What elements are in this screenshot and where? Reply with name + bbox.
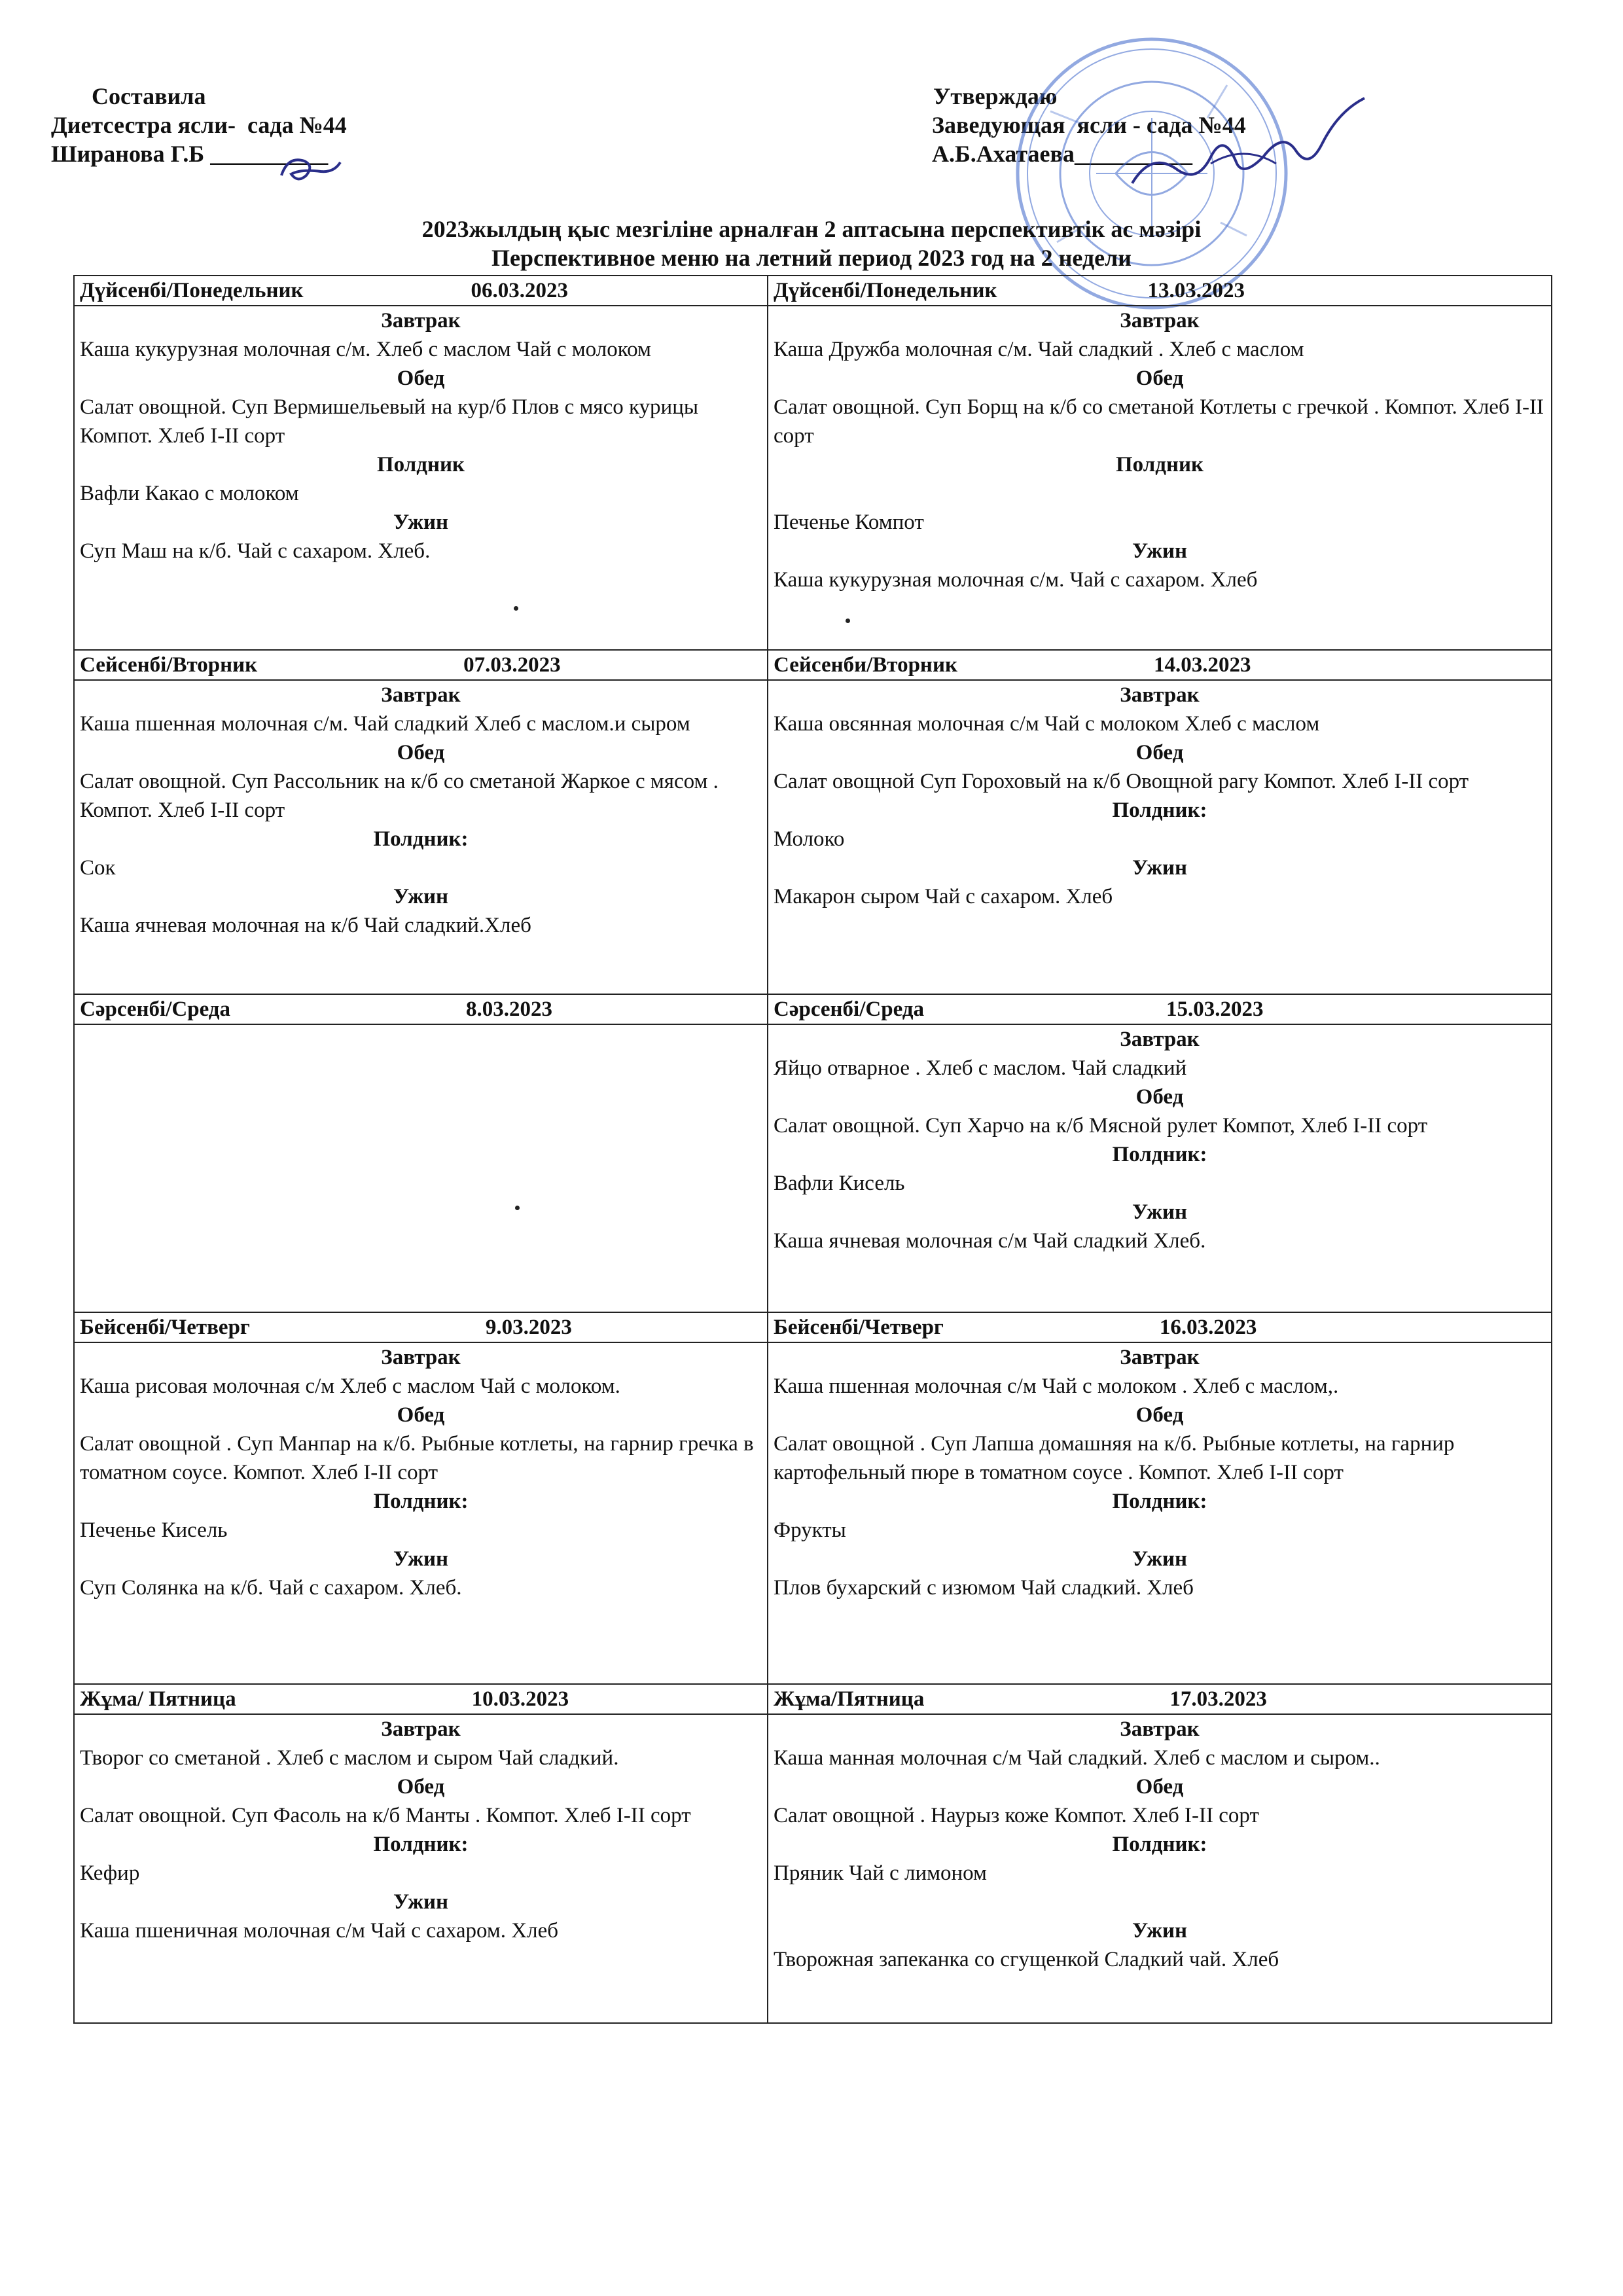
meal-snack: Пряник Чай с лимоном xyxy=(774,1861,987,1885)
day-header-row xyxy=(74,994,1552,1024)
meal-breakfast: Каша пшенная молочная с/м Чай с молоком . Хлеб с маслом,. xyxy=(774,1374,1339,1398)
meal-snack-label: Полдник: xyxy=(373,1833,469,1856)
meal-lunch-label: Обед xyxy=(1135,741,1184,764)
approver-position: Заведующая ясли - сада №44 xyxy=(932,112,1246,138)
day-header-left xyxy=(74,1312,768,1342)
meal-lunch: Салат овощной . Наурыз коже Компот. Хлеб I-II сорт xyxy=(774,1804,1259,1827)
day-name: Сейсенбі/Вторник xyxy=(80,653,258,677)
meal-lunch: Салат овощной . Суп Лапша домашняя на к/б. Рыбные котлеты, на гарнир картофельный пюре в томатном соусе . Компот. Хлеб I-II сорт xyxy=(774,1432,1455,1484)
meal-snack-label: Полдник xyxy=(1116,453,1204,476)
meal-lunch-label: Обед xyxy=(1135,1085,1184,1109)
meal-dinner: Каша ячневая молочная с/м Чай сладкий Хлеб. xyxy=(774,1229,1206,1253)
title-kazakh: 2023жылдың қыс мезгіліне арналған 2 аптасына перспективтік ас мәзірі xyxy=(421,216,1202,242)
meal-breakfast: Каша манная молочная с/м Чай сладкий. Хлеб с маслом и сыром.. xyxy=(774,1746,1380,1770)
meal-snack: Печенье Компот xyxy=(774,511,924,534)
meal-dinner: Творожная запеканка со сгущенкой Сладкий чай. Хлеб xyxy=(774,1948,1279,1971)
day-menu-right xyxy=(768,680,1552,994)
day-header-right xyxy=(768,1684,1552,1714)
meal-breakfast-label: Завтрак xyxy=(381,1346,461,1369)
compiler-label: Составила xyxy=(92,83,206,109)
compiler-position: Диетсестра ясли- сада №44 xyxy=(51,112,347,138)
day-menu-left-empty xyxy=(74,1024,768,1312)
day-header-row xyxy=(74,276,1552,306)
approver-label: Утверждаю xyxy=(933,83,1058,109)
meal-snack-label: Полдник: xyxy=(373,1490,469,1513)
title-russian: Перспективное меню на летний период 2023 год на 2 недели xyxy=(491,245,1132,271)
day-header-row xyxy=(74,1312,1552,1342)
meal-lunch: Салат овощной. Суп Рассольник на к/б со сметаной Жаркое с мясом . Компот. Хлеб I-II сорт xyxy=(80,770,719,822)
day-header-right xyxy=(768,994,1552,1024)
meal-snack: Печенье Кисель xyxy=(80,1518,228,1542)
day-name: Сейсенби/Вторник xyxy=(774,653,957,677)
day-date: 06.03.2023 xyxy=(471,279,569,302)
approver-name: А.Б.Ахатаева xyxy=(932,141,1075,167)
day-header-left xyxy=(74,1684,768,1714)
scan-speck xyxy=(514,606,518,611)
day-name: Сәрсенбі/Среда xyxy=(80,997,230,1021)
day-date: 17.03.2023 xyxy=(1169,1687,1267,1711)
meal-breakfast-label: Завтрак xyxy=(381,1717,461,1741)
day-date: 07.03.2023 xyxy=(463,653,561,677)
day-date: 10.03.2023 xyxy=(471,1687,569,1711)
day-header-left xyxy=(74,994,768,1024)
meal-snack: Вафли Какао с молоком xyxy=(80,482,299,505)
day-header-left xyxy=(74,276,768,306)
scan-speck xyxy=(515,1206,520,1210)
meal-dinner: Каша кукурузная молочная с/м. Чай с сахаром. Хлеб xyxy=(774,568,1258,592)
meal-snack: Молоко xyxy=(774,827,845,851)
day-menu-right xyxy=(768,306,1552,650)
meal-lunch-label: Обед xyxy=(1135,1403,1184,1427)
day-date: 8.03.2023 xyxy=(465,997,552,1021)
meal-snack: Вафли Кисель xyxy=(774,1172,905,1195)
approver-signature xyxy=(1113,92,1374,196)
meal-dinner: Каша ячневая молочная на к/б Чай сладкий.Хлеб xyxy=(80,914,531,937)
meal-snack: Фрукты xyxy=(774,1518,846,1542)
meal-snack-label: Полдник xyxy=(377,453,465,476)
meal-lunch-label: Обед xyxy=(397,741,445,764)
meal-lunch-label: Обед xyxy=(1135,1775,1184,1799)
menu-table xyxy=(73,275,1552,2024)
meal-lunch: Салат овощной . Суп Манпар на к/б. Рыбные котлеты, на гарнир гречка в томатном соусе. Компот. Хлеб I-II сорт xyxy=(80,1432,754,1484)
meal-dinner: Каша пшеничная молочная с/м Чай с сахаром. Хлеб xyxy=(80,1919,559,1943)
meal-breakfast: Каша пшенная молочная с/м. Чай сладкий Хлеб с маслом.и сыром xyxy=(80,712,690,736)
day-menu-row xyxy=(74,1024,1552,1312)
meal-dinner-label: Ужин xyxy=(393,1547,449,1571)
meal-dinner-label: Ужин xyxy=(393,511,449,534)
meal-dinner-label: Ужин xyxy=(1132,539,1188,563)
day-menu-right xyxy=(768,1024,1552,1312)
day-name: Сәрсенбі/Среда xyxy=(774,997,924,1021)
meal-lunch: Салат овощной. Суп Вермишельевый на кур/б Плов с мясо курицы Компот. Хлеб I-II сорт xyxy=(80,395,699,448)
day-name: Бейсенбі/Четверг xyxy=(80,1316,250,1339)
day-menu-right xyxy=(768,1342,1552,1684)
meal-breakfast: Каша овсянная молочная с/м Чай с молоком Хлеб с маслом xyxy=(774,712,1320,736)
day-menu-right xyxy=(768,1714,1552,2023)
meal-lunch: Салат овощной. Суп Харчо на к/б Мясной рулет Компот, Хлеб I-II сорт xyxy=(774,1114,1428,1138)
meal-breakfast-label: Завтрак xyxy=(1120,1346,1200,1369)
meal-breakfast: Яйцо отварное . Хлеб с маслом. Чай сладкий xyxy=(774,1056,1187,1080)
day-menu-row xyxy=(74,1342,1552,1684)
meal-dinner-label: Ужин xyxy=(1132,1200,1188,1224)
blank-line xyxy=(774,479,1546,508)
day-header-left xyxy=(74,650,768,680)
meal-dinner-label: Ужин xyxy=(1132,1547,1188,1571)
meal-snack-label: Полдник: xyxy=(1112,1833,1207,1856)
meal-dinner: Плов бухарский с изюмом Чай сладкий. Хлеб xyxy=(774,1576,1194,1600)
day-menu-left xyxy=(74,1342,768,1684)
day-menu-left xyxy=(74,1714,768,2023)
day-name: Жұма/Пятница xyxy=(774,1687,925,1711)
meal-lunch: Салат овощной. Суп Фасоль на к/б Манты . Компот. Хлеб I-II сорт xyxy=(80,1804,691,1827)
meal-dinner-label: Ужин xyxy=(1132,856,1188,880)
meal-breakfast-label: Завтрак xyxy=(1120,1717,1200,1741)
meal-dinner: Суп Солянка на к/б. Чай с сахаром. Хлеб. xyxy=(80,1576,462,1600)
day-date: 13.03.2023 xyxy=(1147,279,1245,302)
meal-lunch: Салат овощной Суп Гороховый на к/б Овощной рагу Компот. Хлеб I-II сорт xyxy=(774,770,1469,793)
day-menu-left xyxy=(74,306,768,650)
compiler-signature xyxy=(275,149,347,188)
meal-snack-label: Полдник: xyxy=(1112,1143,1207,1166)
day-menu-row xyxy=(74,306,1552,650)
meal-breakfast-label: Завтрак xyxy=(1120,1028,1200,1051)
meal-lunch-label: Обед xyxy=(397,367,445,390)
meal-lunch: Салат овощной. Суп Борщ на к/б со сметаной Котлеты с гречкой . Компот. Хлеб I-II сорт xyxy=(774,395,1544,448)
day-header-right xyxy=(768,276,1552,306)
meal-lunch-label: Обед xyxy=(397,1403,445,1427)
day-header-row xyxy=(74,650,1552,680)
meal-breakfast-label: Завтрак xyxy=(381,683,461,707)
day-name: Бейсенбі/Четверг xyxy=(774,1316,944,1339)
meal-breakfast-label: Завтрак xyxy=(1120,683,1200,707)
meal-dinner-label: Ужин xyxy=(1132,1919,1188,1943)
meal-dinner-label: Ужин xyxy=(393,885,449,908)
day-date: 15.03.2023 xyxy=(1166,997,1264,1021)
meal-breakfast-label: Завтрак xyxy=(381,309,461,332)
day-name: Дүйсенбі/Понедельник xyxy=(774,279,997,302)
day-menu-row xyxy=(74,1714,1552,2023)
meal-snack-label: Полдник: xyxy=(373,827,469,851)
meal-dinner-label: Ужин xyxy=(393,1890,449,1914)
meal-lunch-label: Обед xyxy=(1135,367,1184,390)
approver-signature-line: __________ xyxy=(1074,141,1192,167)
meal-breakfast: Творог со сметаной . Хлеб с маслом и сыром Чай сладкий. xyxy=(80,1746,619,1770)
day-header-row xyxy=(74,1684,1552,1714)
meal-dinner: Макарон сыром Чай с сахаром. Хлеб xyxy=(774,885,1113,908)
day-name: Дүйсенбі/Понедельник xyxy=(80,279,304,302)
day-date: 9.03.2023 xyxy=(485,1316,572,1339)
meal-snack: Сок xyxy=(80,856,116,880)
day-menu-left xyxy=(74,680,768,994)
meal-snack: Кефир xyxy=(80,1861,140,1885)
day-menu-row xyxy=(74,680,1552,994)
compiler-name: Ширанова Г.Б xyxy=(51,141,205,167)
compiler-signature-line: __________ xyxy=(204,141,329,167)
meal-dinner: Суп Маш на к/б. Чай с сахаром. Хлеб. xyxy=(80,539,431,563)
meal-breakfast-label: Завтрак xyxy=(1120,309,1200,332)
day-date: 16.03.2023 xyxy=(1159,1316,1257,1339)
scan-speck xyxy=(846,619,850,623)
blank-line xyxy=(774,1888,1546,1916)
meal-breakfast: Каша рисовая молочная с/м Хлеб с маслом Чай с молоком. xyxy=(80,1374,620,1398)
day-name: Жұма/ Пятница xyxy=(80,1687,236,1711)
meal-lunch-label: Обед xyxy=(397,1775,445,1799)
day-header-right xyxy=(768,650,1552,680)
meal-breakfast: Каша Дружба молочная с/м. Чай сладкий . Хлеб с маслом xyxy=(774,338,1304,361)
meal-breakfast: Каша кукурузная молочная с/м. Хлеб с маслом Чай с молоком xyxy=(80,338,651,361)
meal-snack-label: Полдник: xyxy=(1112,1490,1207,1513)
day-date: 14.03.2023 xyxy=(1153,653,1251,677)
meal-snack-label: Полдник: xyxy=(1112,798,1207,822)
day-header-right xyxy=(768,1312,1552,1342)
